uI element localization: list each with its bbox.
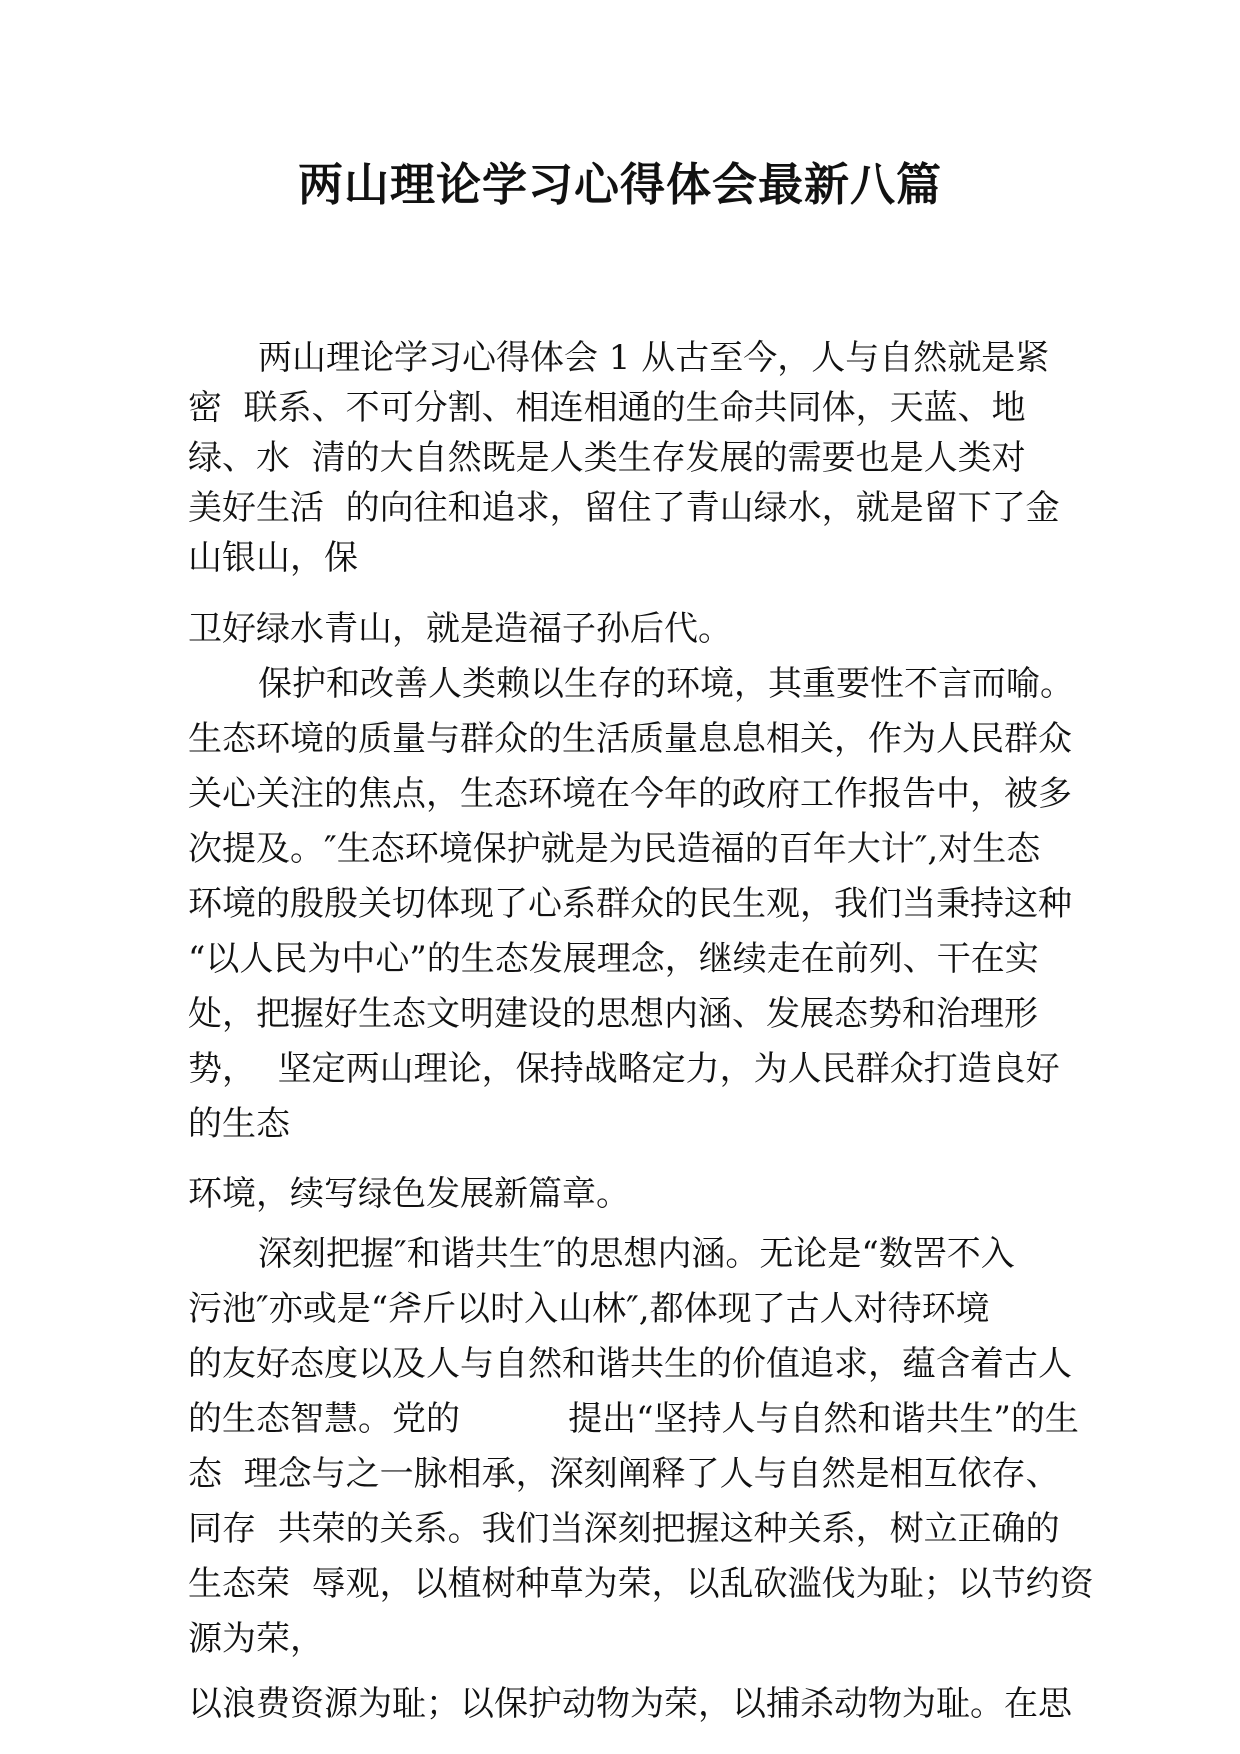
text-line: 山银山，保 — [188, 538, 358, 578]
text-line: 绿、水 清的大自然既是人类生存发展的需要也是人类对 — [188, 438, 1026, 478]
text-line: 密 联系、不可分割、相连相通的生命共同体，天蓝、地 — [188, 388, 1026, 428]
text-line: 环境的殷殷关切体现了心系群众的民生观，我们当秉持这种 — [188, 884, 1072, 924]
text-line: 次提及。″生态环境保护就是为民造福的百年大计″,对生态 — [188, 829, 1041, 869]
text-line: 态 理念与之一脉相承，深刻阐释了人与自然是相互依存、 — [188, 1454, 1060, 1494]
text-line: 的友好态度以及人与自然和谐共生的价值追求，蕴含着古人 — [188, 1344, 1072, 1384]
text-line: 污池″亦或是“斧斤以时入山林″,都体现了古人对待环境 — [188, 1289, 990, 1329]
text-line: 环境，续写绿色发展新篇章。 — [188, 1174, 630, 1214]
text-line: 两山理论学习心得体会 1 从古至今，人与自然就是紧 — [258, 338, 1050, 378]
text-line: 源为荣， — [188, 1619, 324, 1659]
text-line: 生态环境的质量与群众的生活质量息息相关，作为人民群众 — [188, 719, 1072, 759]
text-line: 的生态 — [188, 1104, 290, 1144]
text-line: 美好生活 的向往和追求，留住了青山绿水，就是留下了金 — [188, 488, 1060, 528]
text-line: 关心关注的焦点，生态环境在今年的政府工作报告中，被多 — [188, 774, 1072, 814]
text-line: 生态荣 辱观，以植树种草为荣，以乱砍滥伐为耻；以节约资 — [188, 1564, 1094, 1604]
document-title: 两山理论学习心得体会最新八篇 — [297, 158, 942, 211]
text-line: 卫好绿水青山，就是造福子孙后代。 — [188, 609, 732, 649]
text-line: 的生态智慧。党的 提出“坚持人与自然和谐共生”的生 — [188, 1399, 1079, 1439]
text-line: 深刻把握″和谐共生″的思想内涵。无论是“数罟不入 — [258, 1234, 1015, 1274]
text-line: 处，把握好生态文明建设的思想内涵、发展态势和治理形 — [188, 994, 1038, 1034]
text-line: 保护和改善人类赖以生存的环境，其重要性不言而喻。 — [258, 664, 1074, 704]
text-line: 同存 共荣的关系。我们当深刻把握这种关系，树立正确的 — [188, 1509, 1060, 1549]
text-line: 以浪费资源为耻；以保护动物为荣，以捕杀动物为耻。在思 — [188, 1684, 1072, 1724]
text-line: 势， 坚定两山理论，保持战略定力，为人民群众打造良好 — [188, 1049, 1060, 1089]
text-line: “以人民为中心”的生态发展理念，继续走在前列、干在实 — [188, 939, 1039, 979]
